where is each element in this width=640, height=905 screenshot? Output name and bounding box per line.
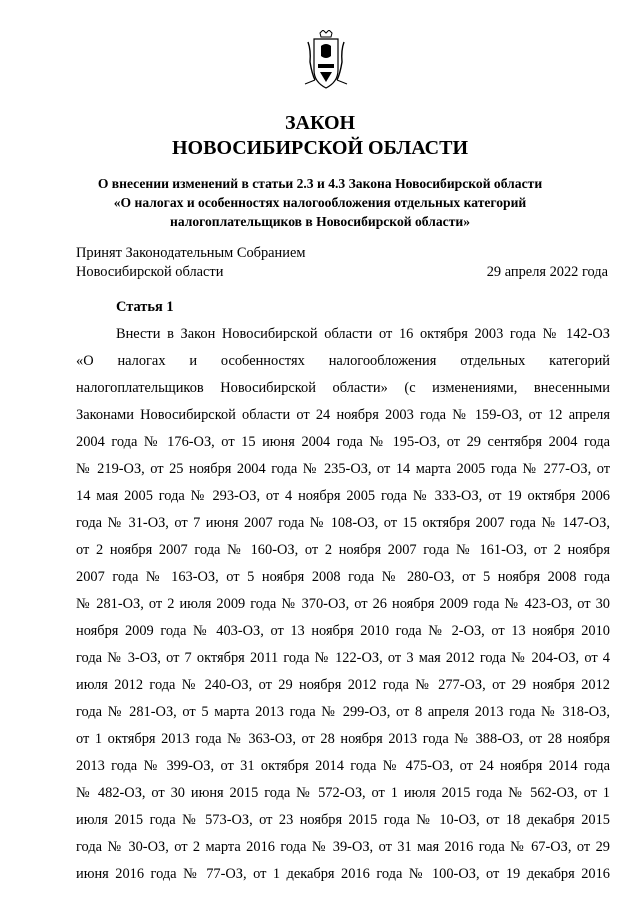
article-heading: Статья 1: [116, 299, 174, 315]
adoption-info: [76, 244, 608, 282]
coat-of-arms-icon: [304, 30, 348, 90]
article-line: 2013 года № 399-ОЗ, от 31 октября 2014 года № 475-ОЗ, от 24 ноября 2014 года: [76, 758, 610, 774]
law-title: ЗАКОН: [284, 112, 356, 134]
article-line: июля 2012 года № 240-ОЗ, от 29 ноября 2012 года № 277-ОЗ, от 29 ноября 2012: [76, 677, 610, 693]
article-line: года № 3-ОЗ, от 7 октября 2011 года № 122-ОЗ, от 3 мая 2012 года № 204-ОЗ, от 4: [76, 650, 610, 666]
law-subtitle: [90, 174, 550, 231]
article-line: года № 281-ОЗ, от 5 марта 2013 года № 299-ОЗ, от 8 апреля 2013 года № 318-ОЗ,: [76, 704, 610, 720]
article-line: июня 2016 года № 77-ОЗ, от 1 декабря 2016 года № 100-ОЗ, от 19 декабря 2016: [76, 866, 610, 882]
article-line: налогоплательщиков Новосибирской области» (с изменениями, внесенными: [76, 380, 610, 396]
subtitle-line: «О налогах и особенностях налогообложения отдельных категорий: [113, 195, 527, 210]
article-line: июля 2015 года № 573-ОЗ, от 23 ноября 2015 года № 10-ОЗ, от 18 декабря 2015: [76, 812, 610, 828]
article-line: Законами Новосибирской области от 24 ноября 2003 года № 159-ОЗ, от 12 апреля: [76, 407, 610, 423]
article-line: 2007 года № 163-ОЗ, от 5 ноября 2008 года № 280-ОЗ, от 5 ноября 2008 года: [76, 569, 610, 585]
adopted-by: Принят Законодательным Собранием: [76, 245, 306, 261]
article-line: № 482-ОЗ, от 30 июня 2015 года № 572-ОЗ, от 1 июля 2015 года № 562-ОЗ, от 1: [76, 785, 610, 801]
article-line: № 281-ОЗ, от 2 июля 2009 года № 370-ОЗ, от 26 ноября 2009 года № 423-ОЗ, от 30: [76, 596, 610, 612]
article-line: ноября 2009 года № 403-ОЗ, от 13 ноября 2010 года № 2-ОЗ, от 13 ноября 2010: [76, 623, 610, 639]
article-line: 2004 года № 176-ОЗ, от 15 июня 2004 года № 195-ОЗ, от 29 сентября 2004 года: [76, 434, 610, 450]
article-line: «О налогах и особенностях налогообложения отдельных категорий: [76, 353, 610, 369]
article-line: от 1 октября 2013 года № 363-ОЗ, от 28 ноября 2013 года № 388-ОЗ, от 28 ноября: [76, 731, 610, 747]
law-region-title: НОВОСИБИРСКОЙ ОБЛАСТИ: [171, 137, 469, 159]
article-line: от 2 ноября 2007 года № 160-ОЗ, от 2 ноября 2007 года № 161-ОЗ, от 2 ноября: [76, 542, 610, 558]
article-line: 14 мая 2005 года № 293-ОЗ, от 4 ноября 2005 года № 333-ОЗ, от 19 октября 2006: [76, 488, 610, 504]
article-body: [76, 321, 610, 888]
article-line: № 219-ОЗ, от 25 ноября 2004 года № 235-ОЗ, от 14 марта 2005 года № 277-ОЗ, от: [76, 461, 610, 477]
article-line: года № 30-ОЗ, от 2 марта 2016 года № 39-ОЗ, от 31 мая 2016 года № 67-ОЗ, от 29: [76, 839, 610, 855]
article-line: Внести в Закон Новосибирской области от 16 октября 2003 года № 142-ОЗ: [116, 326, 610, 342]
subtitle-line: налогоплательщиков в Новосибирской области»: [170, 214, 470, 229]
adopted-by-region: Новосибирской области: [76, 264, 224, 280]
subtitle-line: О внесении изменений в статьи 2.3 и 4.3 Закона Новосибирской области: [97, 176, 543, 191]
adoption-date: 29 апреля 2022 года: [486, 264, 608, 280]
article-line: года № 31-ОЗ, от 7 июня 2007 года № 108-ОЗ, от 15 октября 2007 года № 147-ОЗ,: [76, 515, 610, 531]
